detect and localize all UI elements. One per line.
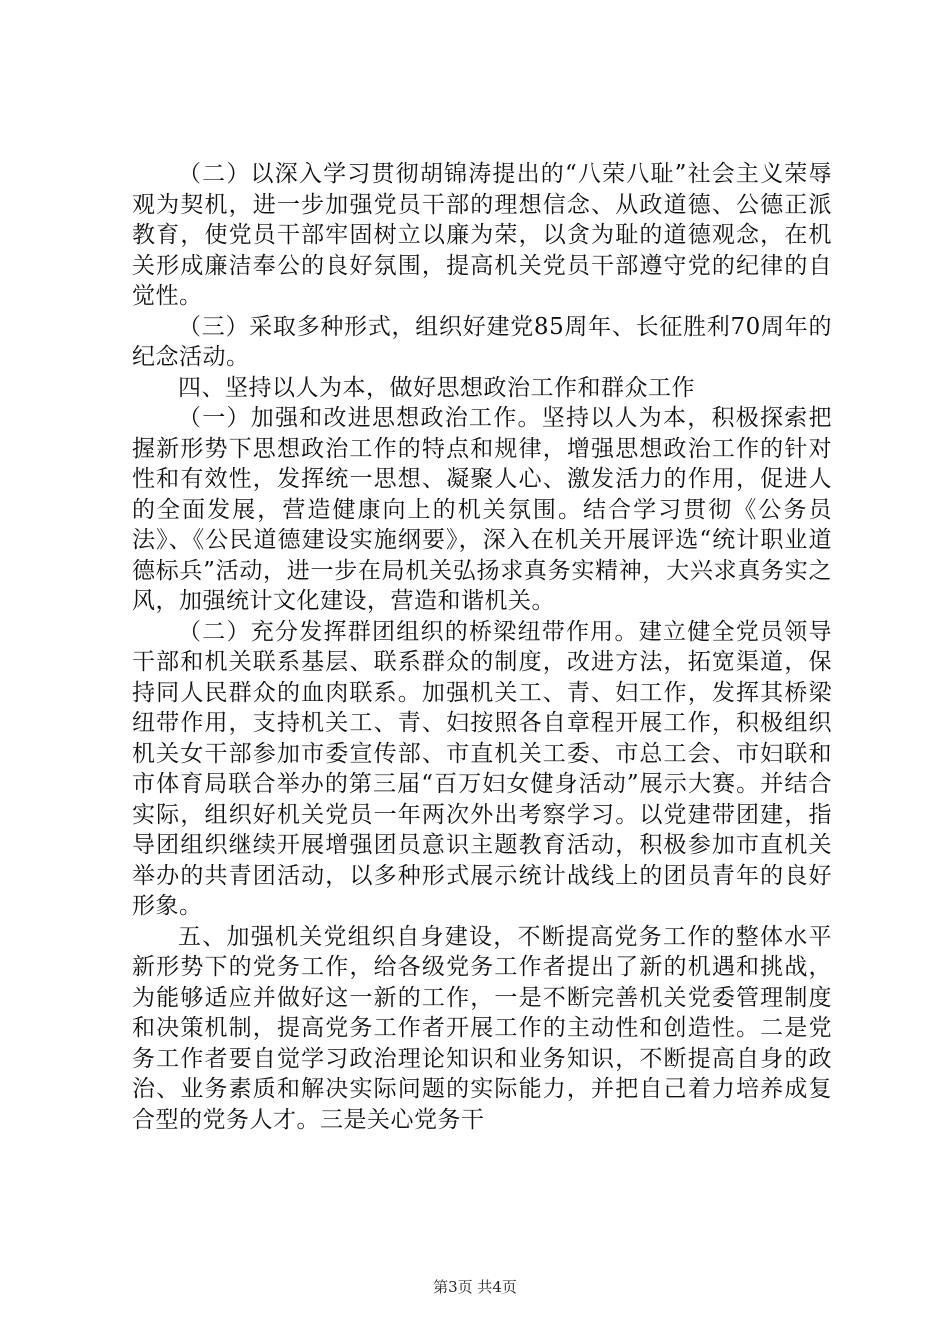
section-heading-4: 四、坚持以人为本，做好思想政治工作和群众工作 [178,374,695,401]
paragraph-item-2-mass-organizations: （二）充分发挥群团组织的桥梁纽带作用。建立健全党员领导干部和机关联系基层、联系群众的制度，改进方法，拓宽渠道，保持同人民群众的血肉联系。加强机关工、青、妇工作，发挥其桥梁纽带作用，支持机关工、青、妇按照各自章程开展工作，积极组织机关女干部参加市委宣传部、市直机关工委、市总工会、市妇联和市体育局联合举办的第三届“百万妇女健身活动”展示大赛。并结合实际，组织好机关党员一年两次外出考察学习。以党建带团建，指导团组织继续开展增强团员意识主题教育活动，积极参加市直机关举办的共青团活动，以多种形式展示统计战线上的团员青年的良好形象。 [132,618,832,919]
paragraph-item-3-commemoration: （三）采取多种形式，组织好建党85周年、长征胜利70周年的纪念活动。 [132,313,832,370]
paragraph-item-1-political-work: （一）加强和改进思想政治工作。坚持以人为本，积极探索把握新形势下思想政治工作的特点和规律，增强思想政治工作的针对性和有效性，发挥统一思想、凝聚人心、激发活力的作用，促进人的全面发展，营造健康向上的机关氛围。结合学习贯彻《公务员法》、《公民道德建设实施纲要》，深入在机关开展评选“统计职业道德标兵”活动，进一步在局机关弘扬求真务实精神，大兴求真务实之风，加强统计文化建设，营造和谐机关。 [132,405,832,614]
document-body [132,159,832,1135]
paragraph-section-5: 五、加强机关党组织自身建设，不断提高党务工作的整体水平新形势下的党务工作，给各级党务工作者提出了新的机遇和挑战，为能够适应并做好这一新的工作，一是不断完善机关党委管理制度和决策机制，提高党务工作者开展工作的主动性和创造性。二是党务工作者要自觉学习政治理论知识和业务知识，不断提高自身的政治、业务素质和解决实际问题的实际能力，并把自己着力培养成复合型的党务人才。三是关心党务干 [132,923,832,1133]
paragraph-item-2-ideology: （二）以深入学习贯彻胡锦涛提出的“八荣八耻”社会主义荣辱观为契机，进一步加强党员干部的理想信念、从政道德、公德正派教育，使党员干部牢固树立以廉为荣，以贪为耻的道德观念，在机关形成廉洁奉公的良好氛围，提高机关党员干部遵守党的纪律的自觉性。 [132,161,832,309]
page-number-footer: 第3页 共4页 [433,1278,517,1296]
